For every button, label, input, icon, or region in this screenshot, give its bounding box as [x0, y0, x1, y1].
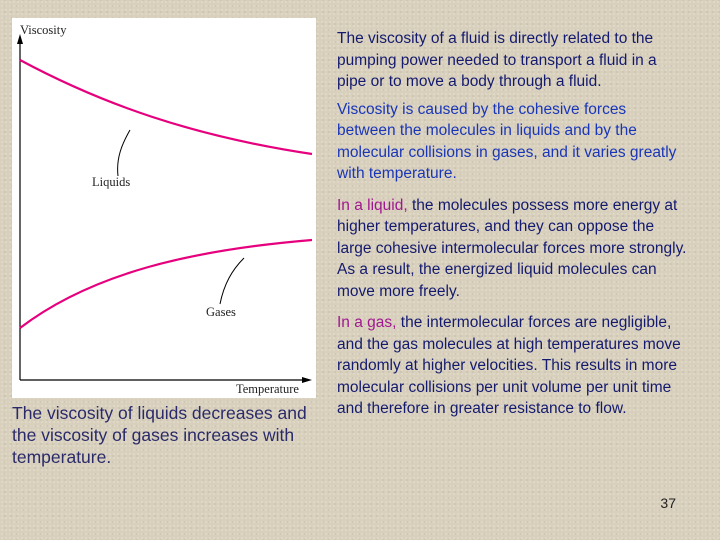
gases-label: Gases — [206, 305, 236, 319]
x-axis-label: Temperature — [236, 382, 299, 396]
figure-svg — [12, 18, 316, 398]
page-number: 37 — [660, 495, 676, 511]
paragraph-cause: Viscosity is caused by the cohesive forces between the molecules in liquids and by the molecular collisions in gases, and it varies greatly with temperature. — [337, 100, 677, 182]
paragraph-gas — [337, 312, 687, 420]
x-axis-arrow — [302, 377, 312, 383]
liquid-lead: In a liquid, — [337, 196, 408, 214]
paragraph-liquid — [337, 195, 687, 303]
gas-lead: In a gas, — [337, 314, 397, 331]
liquids-leader-line — [118, 130, 130, 176]
liquids-label: Liquids — [92, 175, 131, 189]
viscosity-temperature-figure — [12, 18, 316, 398]
gases-leader-line — [220, 258, 244, 304]
figure-caption: The viscosity of liquids decreases and the viscosity of gases increases with temperature. — [12, 403, 307, 467]
gas-body: the intermolecular forces are negligible, and the gas molecules at high temperatures move randomly at higher velocities. This results in more molecular collisions per unit volume per unit time and therefore in greater resistance to flow. — [337, 314, 681, 417]
y-axis-label: Viscosity — [20, 23, 67, 37]
liquid-body: the molecules possess more energy at higher temperatures, and they can oppose the large cohesive intermolecular forces more strongly. As a result, the energized liquid molecules can move more freely. — [337, 196, 687, 300]
paragraph-intro: The viscosity of a fluid is directly related to the pumping power needed to transport a fluid in a pipe or to move a body through a fluid. — [337, 30, 657, 90]
text-column — [337, 28, 687, 426]
liquids-curve — [20, 60, 312, 154]
gases-curve — [20, 240, 312, 328]
